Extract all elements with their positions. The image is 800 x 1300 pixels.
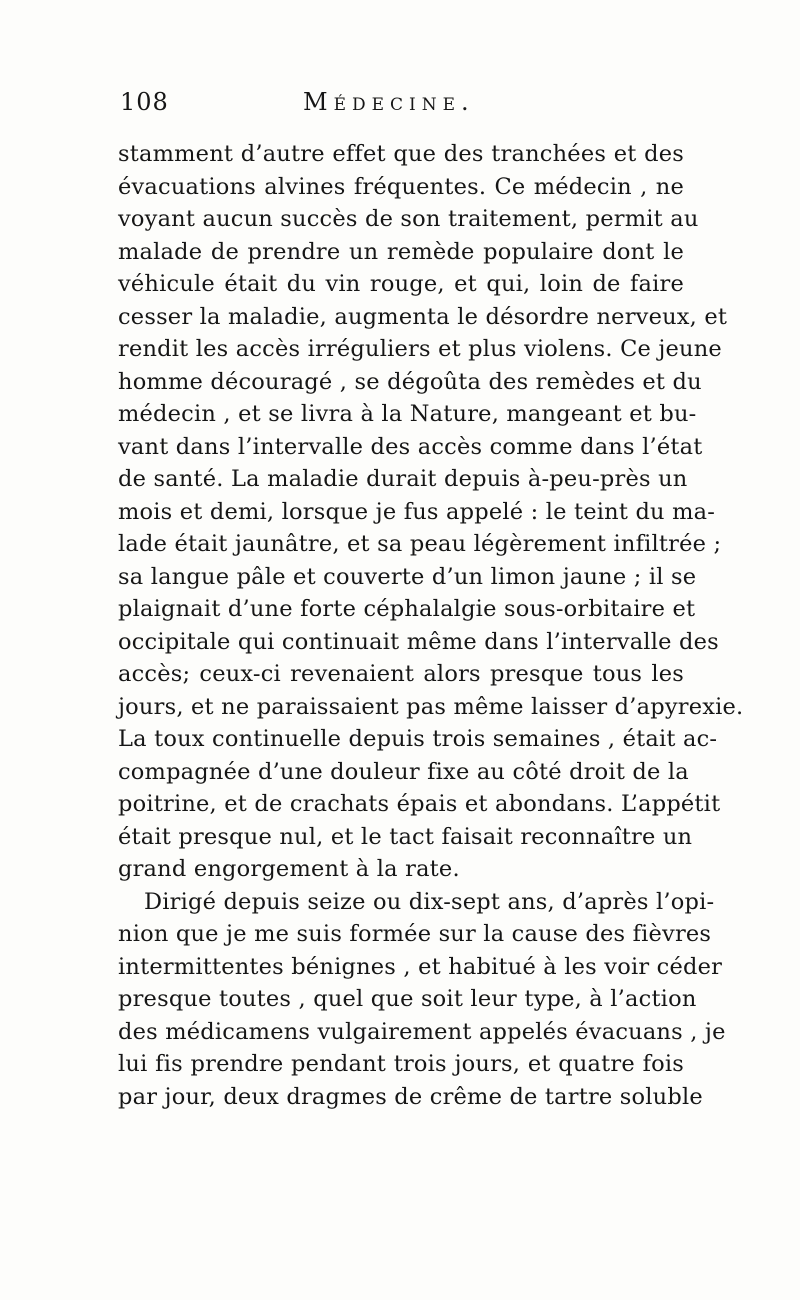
text-line: par jour, deux dragmes de crême de tartre soluble bbox=[118, 1083, 703, 1110]
text-line: des médicamens vulgairement appelés évacuans , je bbox=[118, 1018, 726, 1045]
text-line: lui fis prendre pendant trois jours, et quatre fois bbox=[118, 1051, 684, 1077]
paragraph-first-line: Dirigé depuis seize ou dix-sept ans, d’après l’opi- bbox=[144, 888, 715, 915]
body-text bbox=[118, 138, 744, 1113]
text-line: occipitale qui continuait même dans l’intervalle des bbox=[118, 628, 719, 655]
text-line: véhicule était du vin rouge, et qui, loin de faire bbox=[118, 271, 684, 297]
page-number: 108 bbox=[120, 88, 169, 116]
text-line: malade de prendre un remède populaire dont le bbox=[118, 238, 684, 265]
text-line: nion que je me suis formée sur la cause des fièvres bbox=[118, 921, 712, 947]
paragraph-last-line: grand engorgement à la rate. bbox=[118, 856, 460, 882]
text-line: presque toutes , quel que soit leur type, à l’action bbox=[118, 986, 697, 1012]
text-line: poitrine, et de crachats épais et abondans. L’appétit bbox=[118, 791, 721, 817]
text-line: médecin , et se livra à la Nature, mangeant et bu- bbox=[118, 401, 697, 427]
text-line: plaignait d’une forte céphalalgie sous-orbitaire et bbox=[118, 596, 696, 622]
text-line: compagnée d’une douleur fixe au côté droit de la bbox=[118, 758, 689, 785]
text-line: évacuations alvines fréquentes. Ce médecin , ne bbox=[118, 173, 684, 200]
text-line: intermittentes bénignes , et habitué à les voir céder bbox=[118, 953, 723, 980]
running-title: Médecine. bbox=[303, 88, 475, 116]
text-line: voyant aucun succès de son traitement, permit au bbox=[118, 206, 699, 232]
text-line: rendit les accès irréguliers et plus violens. Ce jeune bbox=[118, 336, 722, 362]
text-line: lade était jaunâtre, et sa peau légèrement infiltrée ; bbox=[118, 531, 722, 557]
text-line: était presque nul, et le tact faisait reconnaître un bbox=[118, 823, 693, 850]
page-header bbox=[118, 88, 688, 122]
text-line: homme découragé , se dégoûta des remèdes et du bbox=[118, 368, 702, 395]
text-line: mois et demi, lorsque je fus appelé : le teint du ma- bbox=[118, 498, 716, 525]
text-line: La toux continuelle depuis trois semaines , était ac- bbox=[118, 726, 718, 752]
text-line: cesser la maladie, augmenta le désordre nerveux, et bbox=[118, 303, 728, 330]
text-line: de santé. La maladie durait depuis à-peu-près un bbox=[118, 466, 688, 492]
text-line: jours, et ne paraissaient pas même laisser d’apyrexie. bbox=[118, 693, 744, 720]
text-line: vant dans l’intervalle des accès comme dans l’état bbox=[118, 433, 703, 460]
text-line: accès; ceux-ci revenaient alors presque tous les bbox=[118, 661, 684, 687]
text-line: sa langue pâle et couverte d’un limon jaune ; il se bbox=[118, 563, 697, 590]
text-line: stamment d’autre effet que des tranchées et des bbox=[118, 141, 684, 167]
